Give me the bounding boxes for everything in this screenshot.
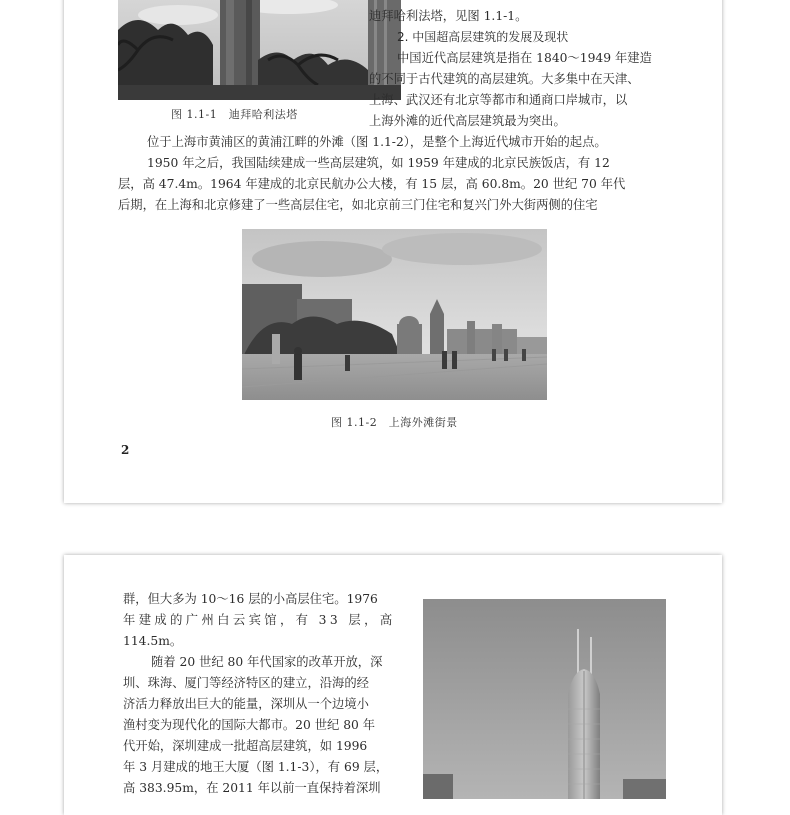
text-line: 迪拜哈利法塔，见图 1.1-1。 xyxy=(369,9,528,23)
figure-2-caption: 图 1.1-2 上海外滩街景 xyxy=(331,416,458,429)
text-line: 代开始，深圳建成一批超高层建筑，如 1996 xyxy=(123,739,368,753)
figure-burj-khalifa-photo xyxy=(118,0,401,100)
book-page-top xyxy=(64,0,722,503)
text-line: 后期，在上海和北京修建了一些高层住宅，如北京前三门住宅和复兴门外大街两侧的住宅 xyxy=(118,198,598,212)
text-line: 渔村变为现代化的国际大都市。20 世纪 80 年 xyxy=(123,718,376,732)
text-line: 年建成的广州白云宾馆，有 33 层，高 xyxy=(123,613,396,627)
figure-1-caption: 图 1.1-1 迪拜哈利法塔 xyxy=(171,108,298,121)
text-line: 层，高 47.4m。1964 年建成的北京民航办公大楼，有 15 层，高 60.8m。20 世纪 70 年代 xyxy=(118,177,626,191)
text-line: 的不同于古代建筑的高层建筑。大多集中在天津、 xyxy=(369,72,640,86)
page-number: 2 xyxy=(121,443,130,457)
text-line: 年 3 月建成的地王大厦（图 1.1-3），有 69 层， xyxy=(123,760,389,774)
text-line: 圳、珠海、厦门等经济特区的建立，沿海的经 xyxy=(123,676,369,690)
section-heading: 2. 中国超高层建筑的发展及现状 xyxy=(397,30,569,44)
book-page-bottom xyxy=(64,555,722,815)
text-line: 1950 年之后，我国陆续建成一些高层建筑，如 1959 年建成的北京民族饭店，有 12 xyxy=(147,156,610,170)
figure-diwang-tower-photo xyxy=(423,599,666,799)
text-line: 位于上海市黄浦区的黄浦江畔的外滩（图 1.1-2），是整个上海近代城市开始的起点。 xyxy=(147,135,607,149)
text-line: 群，但大多为 10～16 层的小高层住宅。1976 xyxy=(123,592,378,606)
burj-khalifa-image xyxy=(118,0,401,100)
text-line: 随着 20 世纪 80 年代国家的改革开放，深 xyxy=(151,655,383,669)
bund-street-image xyxy=(242,229,547,400)
text-line: 济活力释放出巨大的能量，深圳从一个边境小 xyxy=(123,697,369,711)
text-line: 上海外滩的近代高层建筑最为突出。 xyxy=(369,114,566,128)
text-line: 114.5m。 xyxy=(123,634,183,648)
text-line: 上海、武汉还有北京等都市和通商口岸城市，以 xyxy=(369,93,628,107)
diwang-tower-image xyxy=(423,599,666,799)
figure-bund-street-photo xyxy=(242,229,547,400)
text-line: 高 383.95m，在 2011 年以前一直保持着深圳 xyxy=(123,781,381,795)
text-line: 中国近代高层建筑是指在 1840～1949 年建造 xyxy=(397,51,652,65)
